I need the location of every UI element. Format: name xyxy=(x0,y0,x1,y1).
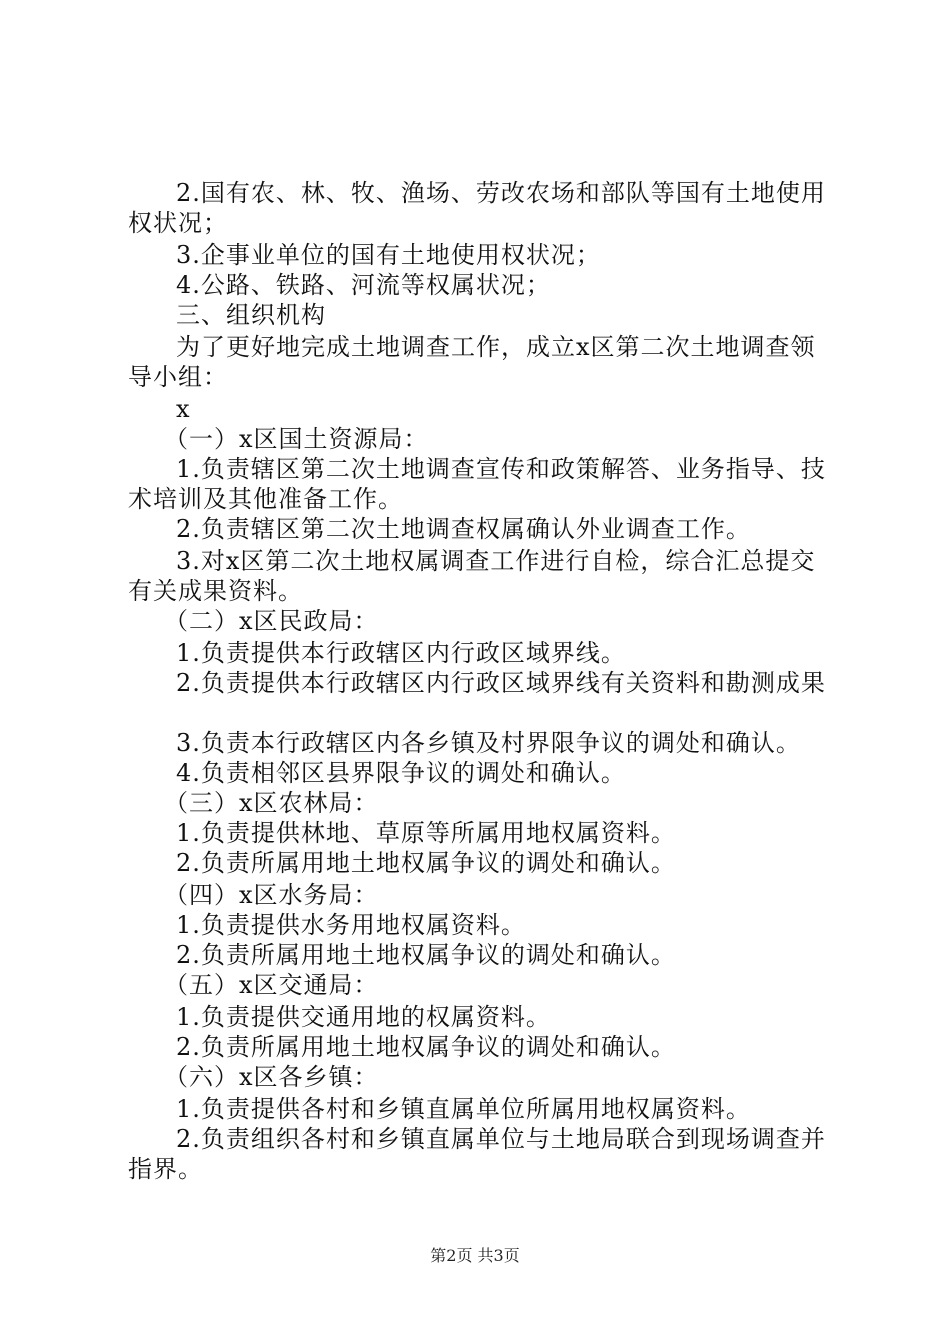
page-number-footer: 第2页 共3页 xyxy=(430,1246,520,1265)
subsection-heading: （三）x区农林局： xyxy=(164,789,379,817)
subsection-heading: （六）x区各乡镇： xyxy=(164,1063,379,1091)
paragraph-line: 2.国有农、林、牧、渔场、劳改农场和部队等国有土地使用 xyxy=(176,179,826,207)
paragraph-line: 为了更好地完成土地调查工作，成立x区第二次土地调查领 xyxy=(176,333,816,361)
paragraph-line: 2.负责组织各村和乡镇直属单位与土地局联合到现场调查并 xyxy=(176,1125,826,1153)
paragraph-line: 权状况； xyxy=(128,209,228,237)
paragraph-line: 1.负责提供本行政辖区内行政区域界线。 xyxy=(176,639,626,667)
subsection-heading: （二）x区民政局： xyxy=(164,607,379,635)
paragraph-line: 3.企事业单位的国有土地使用权状况； xyxy=(176,241,601,269)
paragraph-line: x xyxy=(176,395,191,423)
paragraph-line: 指界。 xyxy=(128,1155,203,1183)
subsection-heading: （一）x区国土资源局： xyxy=(164,425,429,453)
paragraph-line: 术培训及其他准备工作。 xyxy=(128,485,403,513)
paragraph-line: 2.负责辖区第二次土地调查权属确认外业调查工作。 xyxy=(176,515,751,543)
paragraph-line: 导小组： xyxy=(128,363,228,391)
paragraph-line: 4.公路、铁路、河流等权属状况； xyxy=(176,271,551,299)
paragraph-line: 1.负责提供各村和乡镇直属单位所属用地权属资料。 xyxy=(176,1095,751,1123)
paragraph-line: 3.对x区第二次土地权属调查工作进行自检，综合汇总提交 xyxy=(176,547,816,575)
paragraph-line: 1.负责提供水务用地权属资料。 xyxy=(176,911,526,939)
paragraph-line: 2.负责所属用地土地权属争议的调处和确认。 xyxy=(176,849,676,877)
paragraph-line: 1.负责辖区第二次土地调查宣传和政策解答、业务指导、技 xyxy=(176,455,826,483)
paragraph-line: 3.负责本行政辖区内各乡镇及村界限争议的调处和确认。 xyxy=(176,729,801,757)
subsection-heading: （五）x区交通局： xyxy=(164,971,379,999)
paragraph-line: 4.负责相邻区县界限争议的调处和确认。 xyxy=(176,759,626,787)
subsection-heading: （四）x区水务局： xyxy=(164,881,379,909)
paragraph-line: 2.负责所属用地土地权属争议的调处和确认。 xyxy=(176,941,676,969)
paragraph-line: 1.负责提供交通用地的权属资料。 xyxy=(176,1003,551,1031)
section-heading: 三、组织机构 xyxy=(176,301,326,329)
paragraph-line: 2.负责所属用地土地权属争议的调处和确认。 xyxy=(176,1033,676,1061)
paragraph-line: 1.负责提供林地、草原等所属用地权属资料。 xyxy=(176,819,676,847)
paragraph-line: 有关成果资料。 xyxy=(128,577,303,605)
paragraph-line: 2.负责提供本行政辖区内行政区域界线有关资料和勘测成果 xyxy=(176,669,826,697)
